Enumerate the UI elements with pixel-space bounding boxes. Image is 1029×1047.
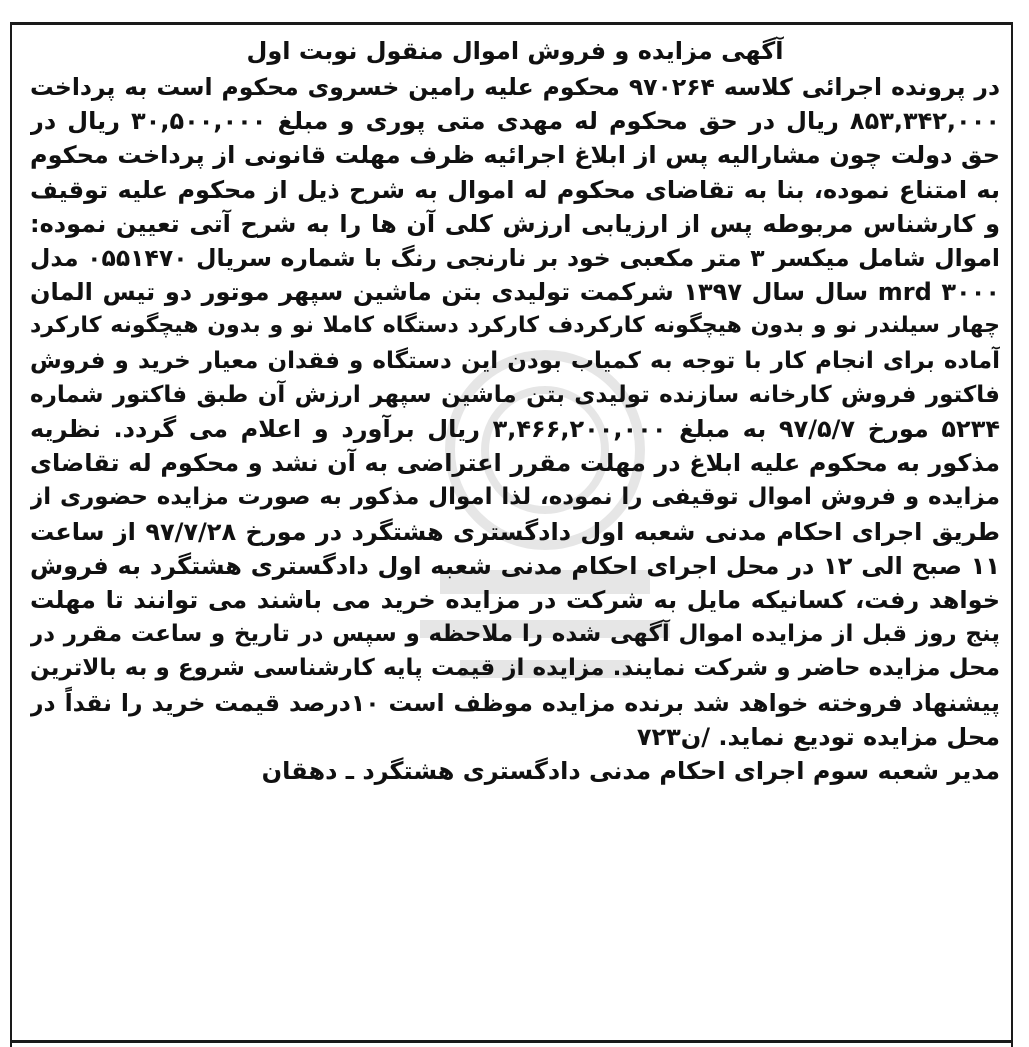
notice-body: [30, 70, 1000, 754]
signature: مدیر شعبه سوم اجرای احکام مدنی دادگستری هشتگرد ـ دهقان: [261, 757, 1000, 786]
notice-line: پنج روز قبل از مزایده اموال آگهی شده را ملاحظه و سپس در تاریخ و ساعت مقرر در: [30, 621, 1000, 648]
notice-line: فاکتور فروش کارخانه سازنده تولیدی بتن ماشین سپهر ارزش آن طبق فاکتور شماره: [30, 381, 1000, 408]
notice-line: ۸۵۳,۳۴۲,۰۰۰ ریال در حق محکوم له مهدی متی پوری و مبلغ ۳۰,۵۰۰,۰۰۰ ریال در: [30, 107, 1000, 136]
notice-line: محل مزایده حاضر و شرکت نمایند. مزایده از قیمت پایه کارشناسی شروع و به بالاترین: [30, 655, 1000, 682]
bottom-rule: [10, 1040, 1013, 1043]
notice-line: حق دولت چون مشارالیه پس از ابلاغ اجرائیه ظرف مهلت قانونی از پرداخت محکوم: [30, 141, 1000, 170]
notice-line: اموال شامل میکسر ۳ متر مکعبی خود بر نارنجی رنگ با شماره سریال ۰۵۵۱۴۷۰ مدل: [30, 244, 1000, 273]
notice-line: ۱۱ صبح الی ۱۲ در محل اجرای احکام مدنی شعبه اول دادگستری هشتگرد به فروش: [30, 551, 1000, 580]
notice-line: محل مزایده تودیع نماید. /ن۷۲۳: [636, 722, 1000, 751]
notice-line: آماده برای انجام کار با توجه به کمیاب بودن این دستگاه و فقدان معیار خرید و فروش: [30, 347, 1000, 374]
notice-content: [30, 34, 1000, 788]
notice-title: آگهی مزایده و فروش اموال منقول نوبت اول: [246, 37, 784, 65]
notice-line: مزایده و فروش اموال توقیفی را نموده، لذا اموال مذکور به صورت مزایده حضوری از: [30, 484, 1000, 511]
notice-line: و کارشناس مربوطه پس از ارزیابی ارزش کلی آن ها را به شرح آتی تعیین نموده:: [30, 209, 1000, 238]
notice-line: چهار سیلندر نو و بدون هیچگونه کارکردف کارکرد دستگاه کاملا نو و بدون هیچگونه کارکرد: [30, 313, 1000, 339]
notice-line: طریق اجرای احکام مدنی شعبه اول دادگستری هشتگرد در مورخ ۹۷/۷/۲۸ از ساعت: [30, 517, 1000, 546]
notice-line: مذکور به محکوم علیه ابلاغ در مهلت مقرر اعتراضی به آن نشد و محکوم له تقاضای: [30, 449, 1000, 478]
notice-line: ۵۲۳۴ مورخ ۹۷/۵/۷ به مبلغ ۳,۴۶۶,۲۰۰,۰۰۰ ریال برآورد و اعلام می گردد. نظریه: [30, 415, 1000, 444]
notice-line: پیشنهاد فروخته خواهد شد برنده مزایده موظف است ۱۰درصد قیمت خرید را نقداً در: [30, 688, 1000, 717]
notice-line: خواهد رفت، کسانیکه مایل به شرکت در مزایده خرید می باشند می توانند تا مهلت: [30, 586, 1000, 615]
notice-line: به امتناع نموده، بنا به تقاضای محکوم له اموال به شرح ذیل از محکوم علیه توقیف: [30, 175, 1000, 204]
notice-line: ۳۰۰۰ mrd سال سال ۱۳۹۷ شرکمت تولیدی بتن ماشین سپهر موتور دو تیس المان: [30, 278, 1000, 307]
notice-line: در پرونده اجرائی کلاسه ۹۷۰۲۶۴ محکوم علیه رامین خسروی محکوم است به پرداخت: [30, 73, 1000, 101]
